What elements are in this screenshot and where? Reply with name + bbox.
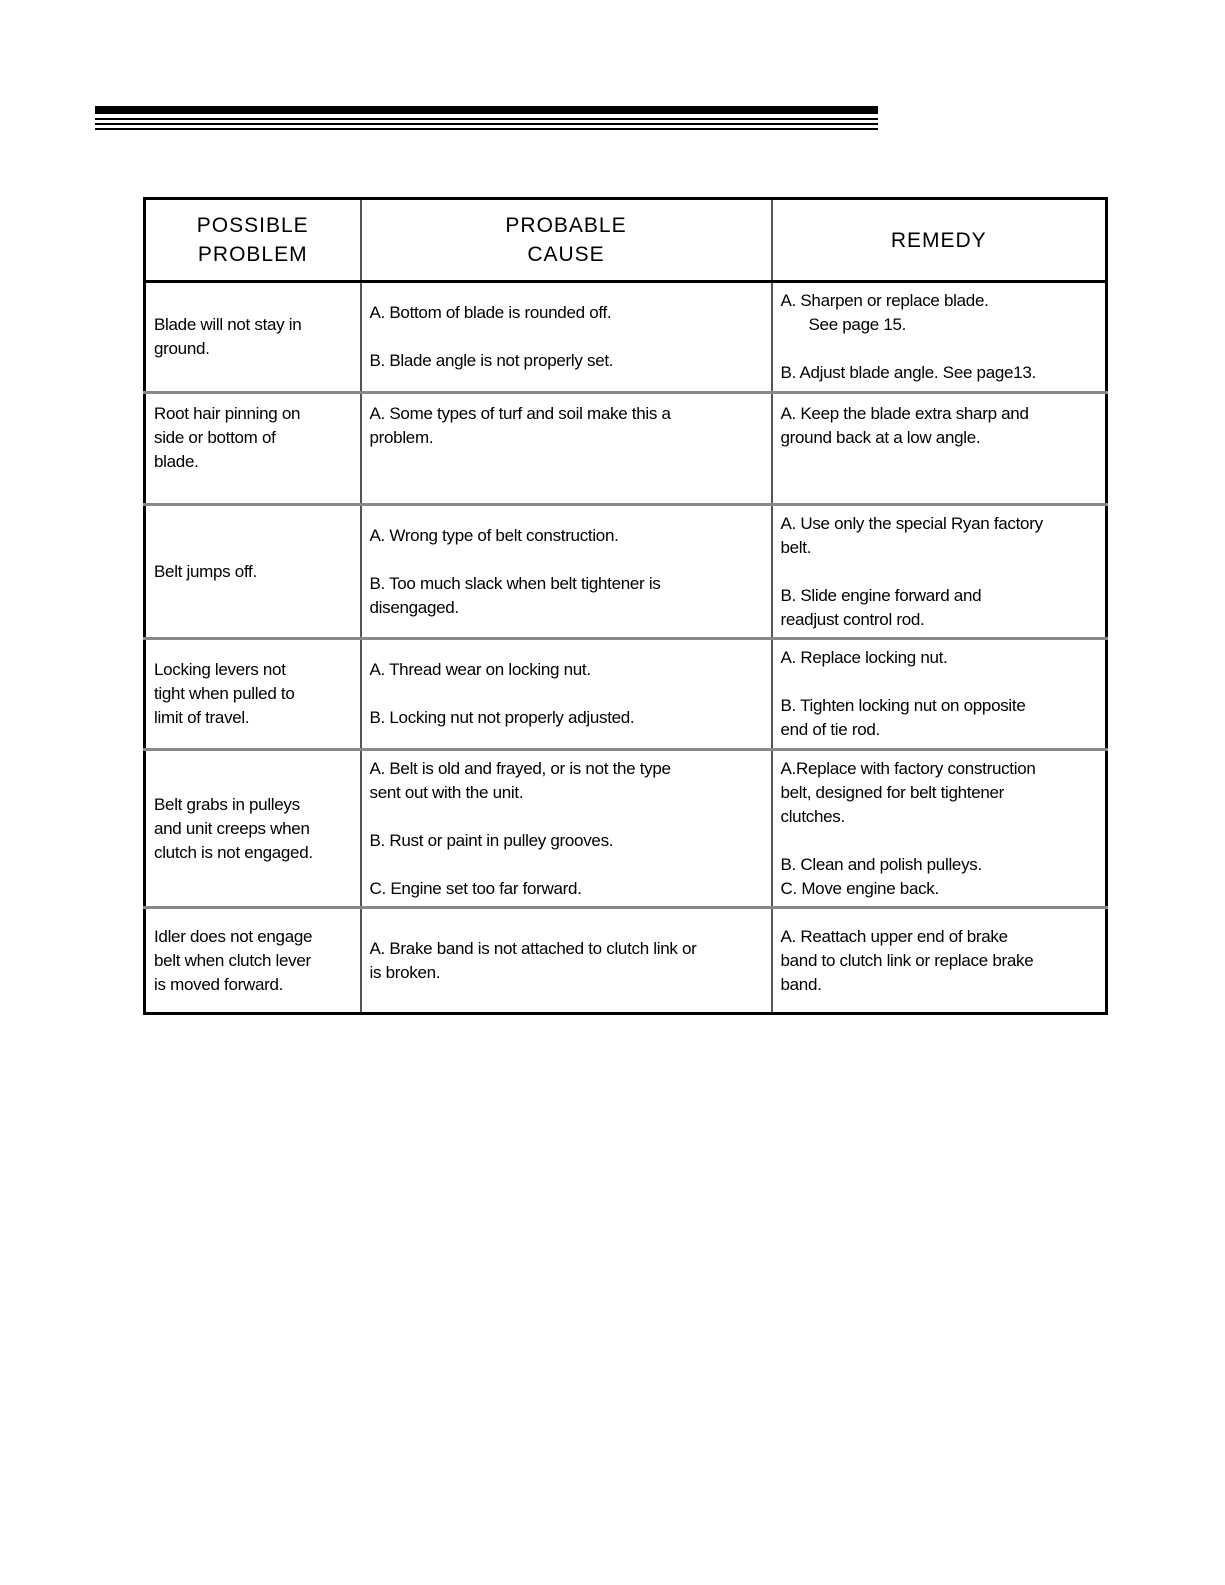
cause-text: B. Too much slack when belt tightener is <box>369 573 661 593</box>
problem-text: side or bottom of <box>154 428 276 447</box>
cause-text: A. Wrong type of belt construction. <box>369 525 619 545</box>
cause-text: A. Thread wear on locking nut. <box>369 660 591 679</box>
remedy-text: B. Clean and polish pulleys. <box>780 854 982 874</box>
remedy-text: B. Tighten locking nut on opposite <box>780 696 1026 715</box>
table-row <box>145 393 1107 505</box>
header-probable-cause <box>361 199 772 282</box>
remedy-cell <box>772 908 1107 1014</box>
table-row <box>145 505 1107 639</box>
problem-text: Belt grabs in pulleys <box>154 794 300 814</box>
problem-text: Idler does not engage <box>154 926 313 946</box>
cause-cell <box>361 639 772 750</box>
cause-cell <box>361 908 772 1014</box>
cause-text: B. Rust or paint in pulley grooves. <box>369 830 614 850</box>
header-text: REMEDY <box>890 228 987 252</box>
problem-text: tight when pulled to <box>154 684 295 703</box>
cause-text: sent out with the unit. <box>369 782 524 802</box>
cause-cell <box>361 282 772 393</box>
table-row <box>145 282 1107 393</box>
header-rule-thick <box>95 106 878 114</box>
remedy-text: A.Replace with factory construction <box>780 758 1036 778</box>
cause-cell <box>361 750 772 908</box>
cause-cell <box>361 393 772 505</box>
problem-text: limit of travel. <box>154 708 250 727</box>
remedy-text: belt. <box>780 537 812 557</box>
problem-text: blade. <box>154 452 199 471</box>
header-rule-thin <box>95 118 878 120</box>
problem-text: Locking levers not <box>154 660 286 679</box>
table-header-row <box>145 199 1107 282</box>
remedy-text: B. Adjust blade angle. See page13. <box>780 363 1036 382</box>
problem-text: Blade will not stay in <box>154 315 302 334</box>
remedy-text: A. Keep the blade extra sharp and <box>780 404 1029 423</box>
remedy-cell <box>772 639 1107 750</box>
header-text: POSSIBLE <box>196 214 309 237</box>
cause-text: A. Belt is old and frayed, or is not the type <box>369 758 671 778</box>
remedy-cell <box>772 750 1107 908</box>
problem-text: is moved forward. <box>154 974 284 994</box>
problem-cell <box>145 908 361 1014</box>
table-row <box>145 908 1107 1014</box>
remedy-text: belt, designed for belt tightener <box>780 782 1005 802</box>
cause-text: A. Brake band is not attached to clutch link or <box>369 938 697 958</box>
table-row <box>145 750 1107 908</box>
remedy-text: readjust control rod. <box>780 609 925 629</box>
header-text: CAUSE <box>527 243 605 266</box>
problem-text: ground. <box>154 339 210 358</box>
remedy-cell <box>772 282 1107 393</box>
cause-text: disengaged. <box>369 597 459 617</box>
remedy-text: A. Reattach upper end of brake <box>780 926 1008 946</box>
remedy-text: ground back at a low angle. <box>780 428 981 447</box>
remedy-text: C. Move engine back. <box>780 878 939 898</box>
remedy-cell <box>772 393 1107 505</box>
problem-text: Belt jumps off. <box>154 561 257 581</box>
remedy-text: B. Slide engine forward and <box>780 585 982 605</box>
remedy-text: band to clutch link or replace brake <box>780 950 1034 970</box>
problem-cell <box>145 393 361 505</box>
problem-cell <box>145 282 361 393</box>
cause-text: C. Engine set too far forward. <box>369 878 582 898</box>
problem-cell <box>145 750 361 908</box>
problem-cell <box>145 639 361 750</box>
cause-cell <box>361 505 772 639</box>
cause-text: is broken. <box>369 962 441 982</box>
problem-text: and unit creeps when <box>154 818 310 838</box>
problem-text: Root hair pinning on <box>154 404 301 423</box>
header-text: PROBLEM <box>197 243 308 266</box>
header-possible-problem <box>145 199 361 282</box>
remedy-text: See page 15. <box>808 315 907 334</box>
problem-cell <box>145 505 361 639</box>
problem-text: clutch is not engaged. <box>154 842 313 862</box>
remedy-text: end of tie rod. <box>780 720 880 739</box>
troubleshooting-table <box>143 197 1108 1015</box>
header-rule-thin <box>95 128 878 130</box>
remedy-cell <box>772 505 1107 639</box>
remedy-text: clutches. <box>780 806 845 826</box>
cause-text: problem. <box>369 428 434 447</box>
remedy-text: A. Use only the special Ryan factory <box>780 513 1043 533</box>
remedy-text: A. Replace locking nut. <box>780 648 948 667</box>
remedy-text: band. <box>780 974 822 994</box>
remedy-text: A. Sharpen or replace blade. <box>780 291 989 310</box>
problem-text: belt when clutch lever <box>154 950 311 970</box>
cause-text: A. Bottom of blade is rounded off. <box>369 303 612 322</box>
header-rule <box>95 106 878 130</box>
table-row <box>145 639 1107 750</box>
cause-text: A. Some types of turf and soil make this a <box>369 404 671 423</box>
header-text: PROBABLE <box>505 214 627 237</box>
header-remedy <box>772 199 1107 282</box>
header-rule-thin <box>95 123 878 125</box>
cause-text: B. Locking nut not properly adjusted. <box>369 708 635 727</box>
cause-text: B. Blade angle is not properly set. <box>369 351 614 370</box>
